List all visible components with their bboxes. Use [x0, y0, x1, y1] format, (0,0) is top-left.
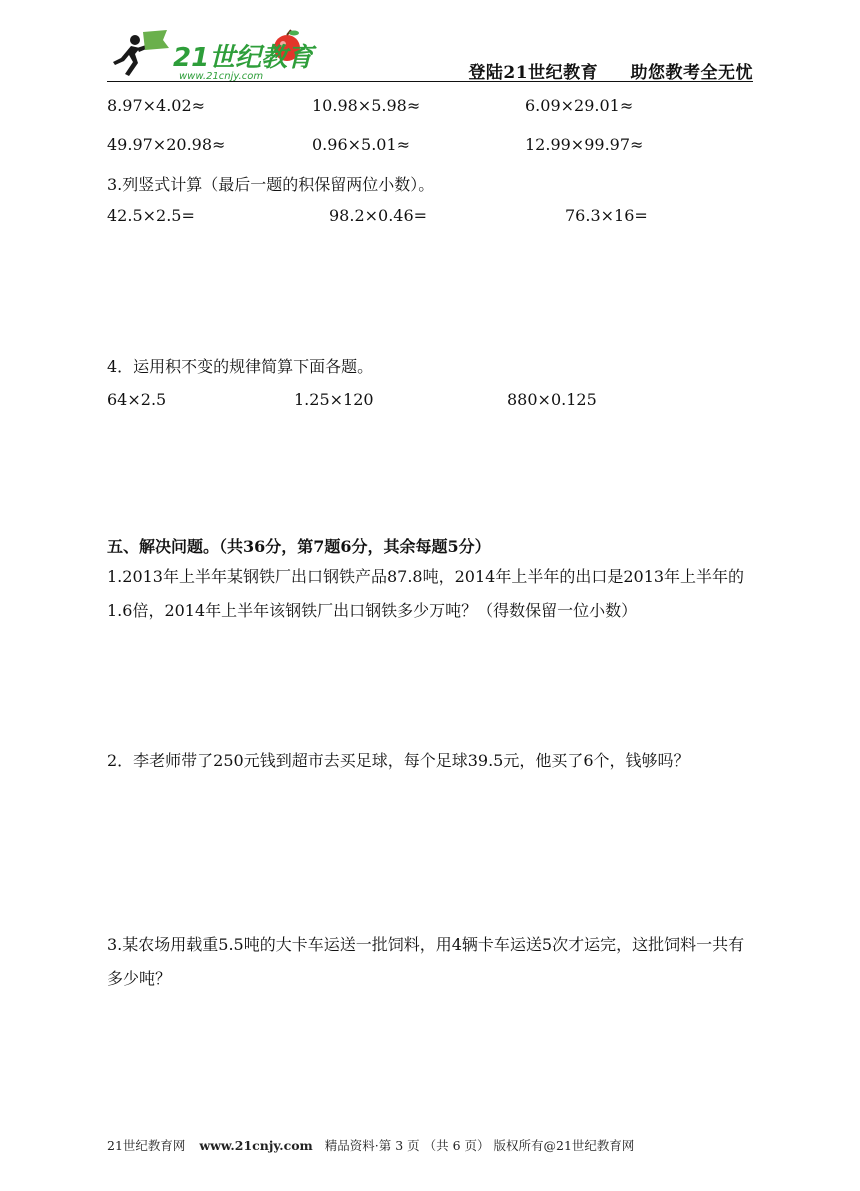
- calc-item: 76.3×16=: [565, 206, 648, 225]
- header-slogan: [468, 58, 753, 83]
- question-3-title: 3.列竖式计算（最后一题的积保留两位小数）。: [107, 175, 435, 194]
- problem-1: 1.2013年上半年某钢铁厂出口钢铁产品87.8吨，2014年上半年的出口是2013年上半年的1.6倍，2014年上半年该钢铁厂出口钢铁多少万吨？（得数保留一位小数）: [107, 567, 745, 620]
- problem-2: 2．李老师带了250元钱到超市去买足球，每个足球39.5元，他买了6个，钱够吗？: [107, 751, 690, 770]
- footer-left: 21世纪教育网: [107, 1138, 186, 1153]
- calc-item: 42.5×2.5=: [107, 206, 195, 225]
- slogan-right: 助您教考全无忧: [630, 63, 753, 83]
- estimate-item: 49.97×20.98≈: [107, 135, 226, 154]
- page-footer: [107, 1136, 753, 1154]
- page-header: [107, 28, 753, 84]
- footer-site-link[interactable]: www.21cnjy.com: [199, 1138, 313, 1153]
- question-4-title: 4．运用积不变的规律简算下面各题。: [107, 357, 374, 376]
- logo: [107, 28, 347, 82]
- calc-item: 64×2.5: [107, 390, 167, 409]
- slogan-left: 登陆21世纪教育: [468, 63, 599, 83]
- calc-item: 1.25×120: [294, 390, 374, 409]
- section-5-title: 五、解决问题。（共36分，第7题6分，其余每题5分）: [107, 537, 491, 556]
- svg-text:21世纪教育: 21世纪教育: [173, 43, 314, 73]
- estimate-item: 10.98×5.98≈: [312, 96, 421, 115]
- problem-3: 3.某农场用载重5.5吨的大卡车运送一批饲料，用4辆卡车运送5次才运完，这批饲料一共有多少吨？: [107, 935, 745, 988]
- calc-item: 98.2×0.46=: [329, 206, 428, 225]
- estimate-item: 6.09×29.01≈: [525, 96, 634, 115]
- calc-item: 880×0.125: [507, 390, 597, 409]
- estimate-item: 0.96×5.01≈: [312, 135, 411, 154]
- estimate-item: 12.99×99.97≈: [525, 135, 644, 154]
- footer-right: 精品资料·第 3 页 （共 6 页） 版权所有@21世纪教育网: [324, 1138, 635, 1153]
- svg-text:www.21cnjy.com: www.21cnjy.com: [179, 71, 264, 82]
- estimate-item: 8.97×4.02≈: [107, 96, 206, 115]
- flag-icon: [143, 30, 169, 50]
- header-divider: [107, 81, 753, 82]
